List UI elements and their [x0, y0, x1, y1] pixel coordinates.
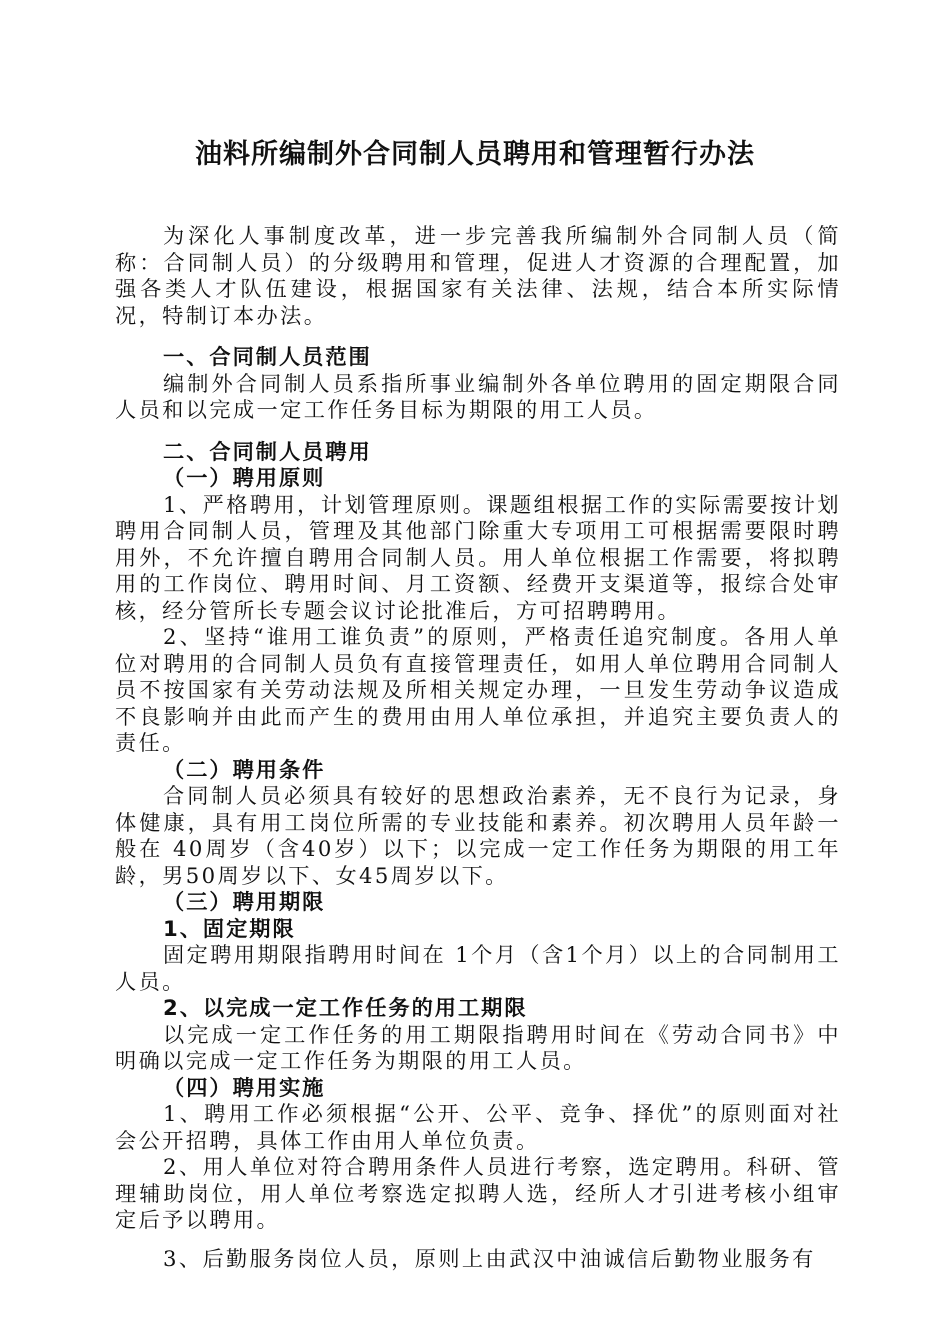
document-body — [115, 223, 841, 1272]
section-1-paragraph: 编制外合同制人员系指所事业编制外各单位聘用的固定期限合同人员和以完成一定工作任务目标为期限的用工人员。 — [115, 370, 841, 422]
subsection-3-item-2-paragraph: 以完成一定工作任务的用工期限指聘用时间在《劳动合同书》中明确以完成一定工作任务为期限的用工人员。 — [115, 1021, 841, 1073]
subsection-4-paragraph-3: 3、后勤服务岗位人员，原则上由武汉中油诚信后勤物业服务有 — [163, 1245, 816, 1271]
subsection-3-item-2-heading: 2、以完成一定工作任务的用工期限 — [163, 995, 528, 1020]
subsection-4-paragraph-1: 1、聘用工作必须根据“公开、公平、竞争、择优”的原则面对社会公开招聘，具体工作由用人单位负责。 — [115, 1101, 841, 1153]
subsection-1-heading: （一）聘用原则 — [163, 465, 326, 490]
subsection-2-paragraph: 合同制人员必须具有较好的思想政治素养，无不良行为记录，身体健康，具有用工岗位所需的专业技能和素养。初次聘用人员年龄一般在 40周岁（含40岁）以下；以完成一定工作任务为期限的用工年龄，男50周岁以下、女45周岁以下。 — [115, 783, 841, 888]
subsection-4-paragraph-2: 2、用人单位对符合聘用条件人员进行考察，选定聘用。科研、管理辅助岗位，用人单位考察选定拟聘人选，经所人才引进考核小组审定后予以聘用。 — [115, 1154, 841, 1232]
subsection-4-heading: （四）聘用实施 — [163, 1074, 326, 1100]
subsection-3-item-1-heading: 1、固定期限 — [163, 915, 296, 941]
document-title: 油料所编制外合同制人员聘用和管理暂行办法 — [195, 139, 755, 170]
subsection-3-heading: （三）聘用期限 — [163, 889, 326, 914]
intro-paragraph: 为深化人事制度改革，进一步完善我所编制外合同制人员（简称：合同制人员）的分级聘用和管理，促进人才资源的合理配置，加强各类人才队伍建设，根据国家有关法律、法规，结合本所实际情况，特制订本办法。 — [115, 223, 841, 328]
subsection-1-paragraph-2: 2、坚持“谁用工谁负责”的原则，严格责任追究制度。各用人单位对聘用的合同制人员负有直接管理责任，如用人单位聘用合同制人员不按国家有关劳动法规及所相关规定办理，一旦发生劳动争议造成不良影响并由此而产生的费用由用人单位承担，并追究主要负责人的责任。 — [115, 624, 841, 755]
section-1-heading: 一、合同制人员范围 — [163, 344, 372, 369]
section-2-heading: 二、合同制人员聘用 — [163, 438, 372, 464]
subsection-2-heading: （二）聘用条件 — [163, 756, 326, 782]
subsection-1-paragraph-1: 1、严格聘用，计划管理原则。课题组根据工作的实际需要按计划聘用合同制人员，管理及其他部门除重大专项用工可根据需要限时聘用外，不允许擅自聘用合同制人员。用人单位根据工作需要，将拟聘用的工作岗位、聘用时间、月工资额、经费开支渠道等，报综合处审核，经分管所长专题会议讨论批准后，方可招聘聘用。 — [115, 491, 841, 623]
subsection-3-item-1-paragraph: 固定聘用期限指聘用时间在 1个月（含1个月）以上的合同制用工人员。 — [115, 942, 841, 994]
